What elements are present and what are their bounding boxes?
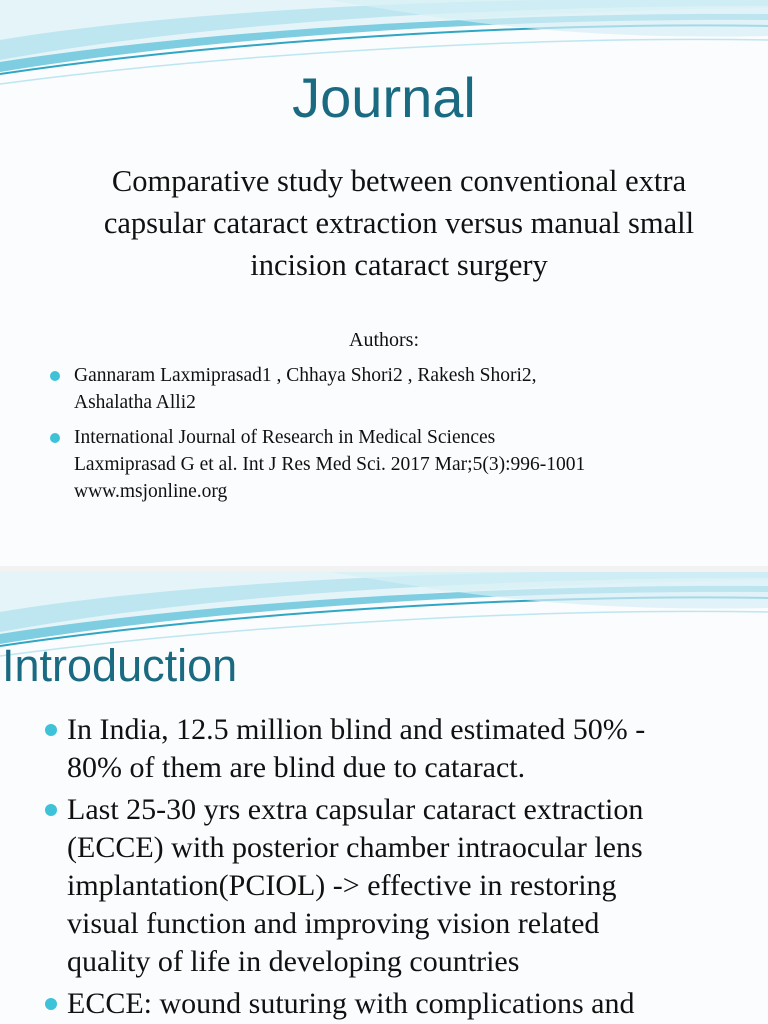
authors-heading: Authors: [349, 329, 419, 351]
text-line: 80% of them are blind due to cataract. [67, 751, 526, 784]
list-item [67, 985, 747, 1023]
bullet-icon [45, 804, 57, 816]
bullet-icon [50, 433, 60, 443]
bullet-icon [45, 724, 57, 736]
text-line: Last 25-30 yrs extra capsular cataract extraction [67, 793, 644, 826]
text-line: Gannaram Laxmiprasad1 , Chhaya Shori2 , Rakesh Shori2, [74, 365, 537, 386]
slide-title: Introduction [2, 640, 238, 691]
text-line: International Journal of Research in Medical Sciences [74, 427, 496, 448]
text-line: ECCE: wound suturing with complications and [67, 987, 635, 1020]
list-item [67, 711, 747, 787]
text-line: (ECCE) with posterior chamber intraocular lens [67, 831, 643, 864]
slide-introduction [0, 572, 768, 1024]
text-line: www.msjonline.org [74, 481, 228, 502]
text-line: In India, 12.5 million blind and estimated 50% - [67, 713, 646, 746]
paper-title: Comparative study between conventional extra capsular cataract extraction versus manual small incision cataract surgery [103, 164, 695, 282]
text-line: visual function and improving vision related [67, 907, 600, 940]
bullet-icon [50, 371, 60, 381]
authors-list-item [74, 362, 754, 416]
text-line: Ashalatha Alli2 [74, 392, 196, 413]
text-line: Laxmiprasad G et al. Int J Res Med Sci. 2017 Mar;5(3):996-1001 [74, 454, 586, 475]
slide-title: Journal [292, 66, 476, 129]
citation-list-item [74, 424, 754, 505]
bullet-icon [45, 998, 57, 1010]
text-line: quality of life in developing countries [67, 945, 520, 978]
text-line: implantation(PCIOL) -> effective in restoring [67, 869, 617, 902]
list-item [67, 791, 747, 981]
